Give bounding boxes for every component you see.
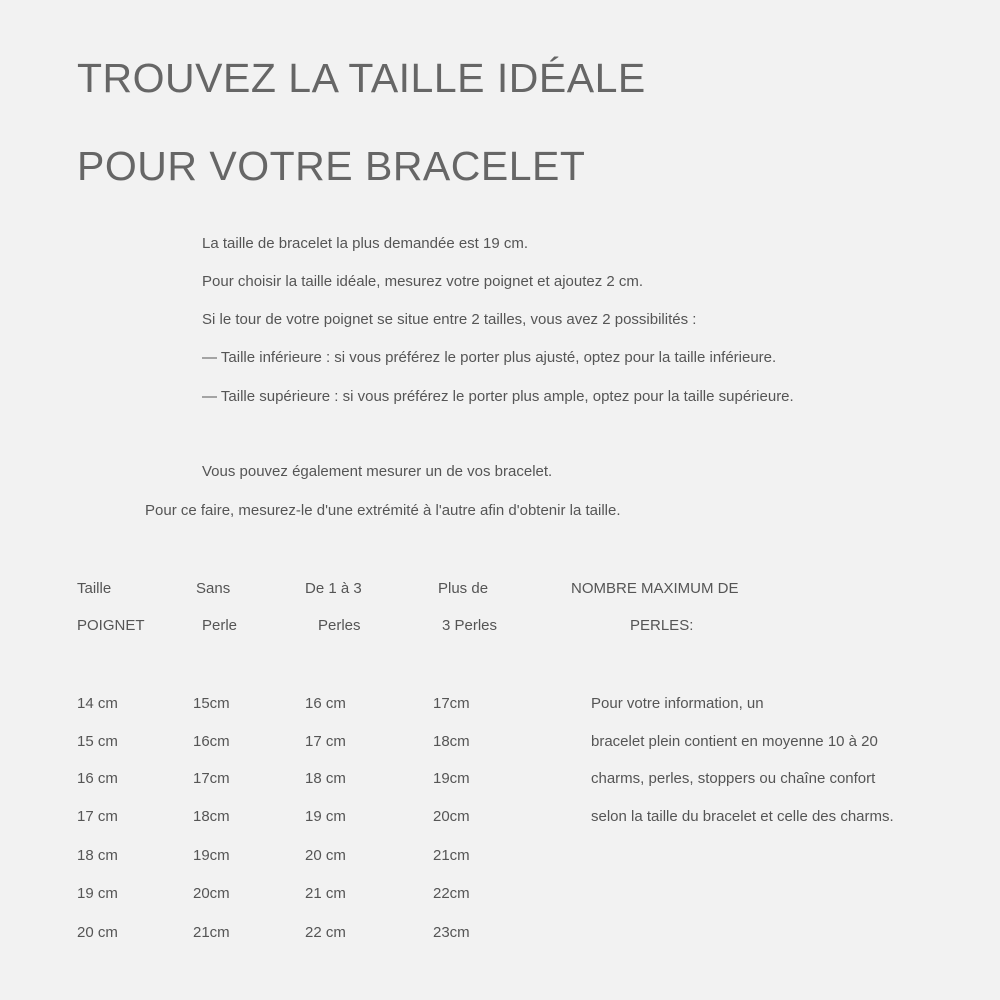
table-cell: 20cm: [433, 808, 470, 825]
table-cell: 21cm: [433, 847, 470, 864]
table-cell: 17cm: [433, 695, 470, 712]
table-cell: 15 cm: [77, 733, 118, 750]
intro-option-upper: — Taille supérieure : si vous préférez le porter plus ample, optez pour la taille supérieure.: [202, 388, 794, 405]
table-cell: 17cm: [193, 770, 230, 787]
table-header: Plus de: [438, 580, 489, 597]
intro-line: Pour choisir la taille idéale, mesurez votre poignet et ajoutez 2 cm.: [202, 273, 644, 290]
table-cell: 16 cm: [77, 770, 118, 787]
info-note-line: selon la taille du bracelet et celle des charms.: [591, 808, 894, 825]
table-header: Perles: [318, 617, 361, 634]
info-note-line: Pour votre information, un: [591, 695, 764, 712]
table-cell: 18 cm: [305, 770, 346, 787]
table-cell: 22 cm: [305, 924, 346, 941]
table-cell: 14 cm: [77, 695, 118, 712]
table-cell: 15cm: [193, 695, 230, 712]
intro-line: Si le tour de votre poignet se situe entre 2 tailles, vous avez 2 possibilités :: [202, 311, 697, 328]
table-cell: 19cm: [193, 847, 230, 864]
table-header: Sans: [196, 580, 231, 597]
info-note-line: bracelet plein contient en moyenne 10 à 20: [591, 733, 878, 750]
table-header: POIGNET: [77, 617, 145, 634]
info-note-line: charms, perles, stoppers ou chaîne confort: [591, 770, 876, 787]
table-header: De 1 à 3: [305, 580, 362, 597]
intro-line: La taille de bracelet la plus demandée est 19 cm.: [202, 235, 529, 252]
table-cell: 18cm: [193, 808, 230, 825]
table-cell: 18 cm: [77, 847, 118, 864]
table-cell: 18cm: [433, 733, 470, 750]
table-cell: 20 cm: [305, 847, 346, 864]
measure-line: Vous pouvez également mesurer un de vos bracelet.: [202, 463, 553, 480]
table-header: 3 Perles: [442, 617, 498, 634]
table-cell: 16 cm: [305, 695, 346, 712]
table-cell: 20cm: [193, 885, 230, 902]
table-cell: 19 cm: [77, 885, 118, 902]
measure-line: Pour ce faire, mesurez-le d'une extrémité à l'autre afin d'obtenir la taille.: [145, 502, 621, 519]
table-cell: 17 cm: [77, 808, 118, 825]
table-cell: 22cm: [433, 885, 470, 902]
table-cell: 21cm: [193, 924, 230, 941]
table-header: NOMBRE MAXIMUM DE: [571, 580, 739, 597]
table-cell: 23cm: [433, 924, 470, 941]
page-title-line-2: POUR VOTRE BRACELET: [77, 143, 586, 189]
table-cell: 17 cm: [305, 733, 346, 750]
table-cell: 16cm: [193, 733, 230, 750]
table-header: PERLES:: [630, 617, 694, 634]
table-cell: 19cm: [433, 770, 470, 787]
intro-option-lower: — Taille inférieure : si vous préférez le porter plus ajusté, optez pour la taille inférieure.: [202, 349, 777, 366]
table-header: Perle: [202, 617, 238, 634]
table-cell: 20 cm: [77, 924, 118, 941]
page-title-line-1: TROUVEZ LA TAILLE IDÉALE: [77, 55, 646, 101]
table-cell: 19 cm: [305, 808, 346, 825]
table-cell: 21 cm: [305, 885, 346, 902]
table-header: Taille: [77, 580, 112, 597]
